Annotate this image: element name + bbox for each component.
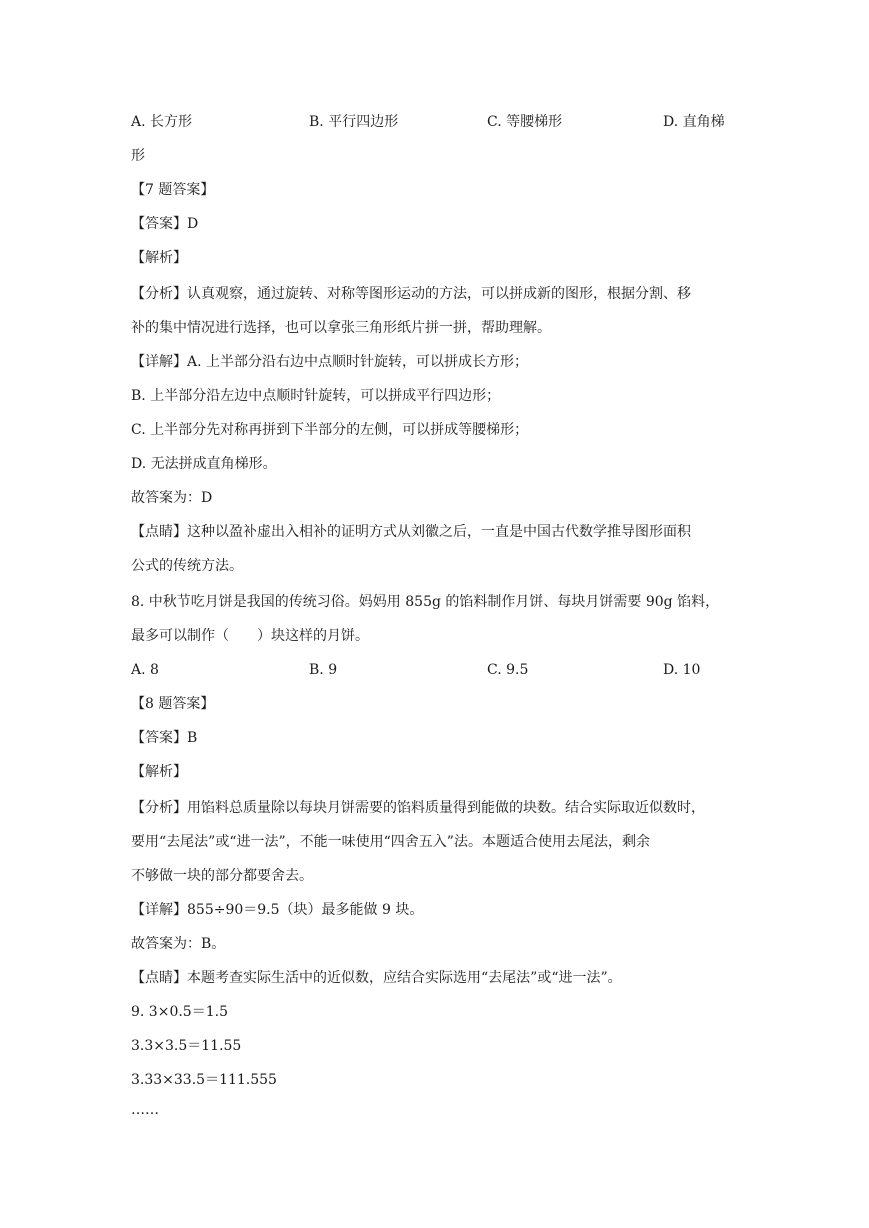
q9-ellipsis: …… [131, 1102, 159, 1118]
q7-analysis-line-1: 【分析】认真观察，通过旋转、对称等图形运动的方法，可以拼成新的图形，根据分割、移 [131, 286, 691, 302]
q8-option-b: B. 9 [309, 662, 338, 678]
q7-option-b: B. 平行四边形 [309, 114, 399, 130]
q7-answer: 【答案】D [131, 216, 199, 232]
q8-analysis-line-1: 【分析】用馅料总质量除以每块月饼需要的馅料质量得到能做的块数。结合实际取近似数时， [131, 800, 705, 816]
q8-option-d: D. 10 [663, 662, 701, 678]
q7-option-a: A. 长方形 [131, 114, 193, 130]
q8-conclusion: 故答案为：B。 [131, 936, 226, 952]
q8-answer: 【答案】B [131, 730, 198, 746]
q9-equation-1: 9. 3×0.5＝1.5 [131, 1004, 228, 1020]
q8-question-line-1: 8. 中秋节吃月饼是我国的传统习俗。妈妈用 855g 的馅料制作月饼、每块月饼需要 90g 馅料， [131, 594, 720, 610]
q7-conclusion: 故答案为：D [131, 490, 213, 506]
q7-detail-c: C. 上半部分先对称再拼到下半部分的左侧，可以拼成等腰梯形； [131, 422, 529, 438]
q7-analysis-line-2: 补的集中情况进行选择，也可以拿张三角形纸片拼一拼，帮助理解。 [131, 320, 551, 336]
q8-option-c: C. 9.5 [487, 662, 529, 678]
q8-note: 【点睛】本题考查实际生活中的近似数，应结合实际选用“去尾法”或“进一法”。 [131, 970, 622, 986]
q7-note-line-1: 【点睛】这种以盈补虚出入相补的证明方式从刘徽之后，一直是中国古代数学推导图形面积 [131, 524, 691, 540]
q7-detail-b: B. 上半部分沿左边中点顺时针旋转，可以拼成平行四边形； [131, 388, 501, 404]
q7-note-line-2: 公式的传统方法。 [131, 558, 243, 574]
q7-detail-d: D. 无法拼成直角梯形。 [131, 456, 277, 472]
q7-detail-a: 【详解】A. 上半部分沿右边中点顺时针旋转，可以拼成长方形； [131, 354, 529, 370]
q7-option-d: D. 直角梯 [663, 114, 725, 130]
q9-equation-3: 3.33×33.5＝111.555 [131, 1072, 277, 1088]
q8-analysis-label: 【解析】 [131, 764, 187, 780]
q8-analysis-line-3: 不够做一块的部分都要舍去。 [131, 868, 313, 884]
q7-option-c: C. 等腰梯形 [487, 114, 563, 130]
q8-question-line-2: 最多可以制作（ ）块这样的月饼。 [131, 628, 369, 644]
q9-equation-2: 3.3×3.5＝11.55 [131, 1038, 242, 1054]
q8-analysis-line-2: 要用“去尾法”或“进一法”，不能一味使用“四舍五入”法。本题适合使用去尾法，剩余 [131, 834, 650, 850]
q8-header: 【8 题答案】 [131, 696, 215, 712]
q8-detail: 【详解】855÷90＝9.5（块）最多能做 9 块。 [131, 902, 424, 918]
q7-option-d-wrap: 形 [131, 148, 145, 164]
q7-header: 【7 题答案】 [131, 182, 215, 198]
q8-option-a: A. 8 [131, 662, 159, 678]
q7-analysis-label: 【解析】 [131, 250, 187, 266]
